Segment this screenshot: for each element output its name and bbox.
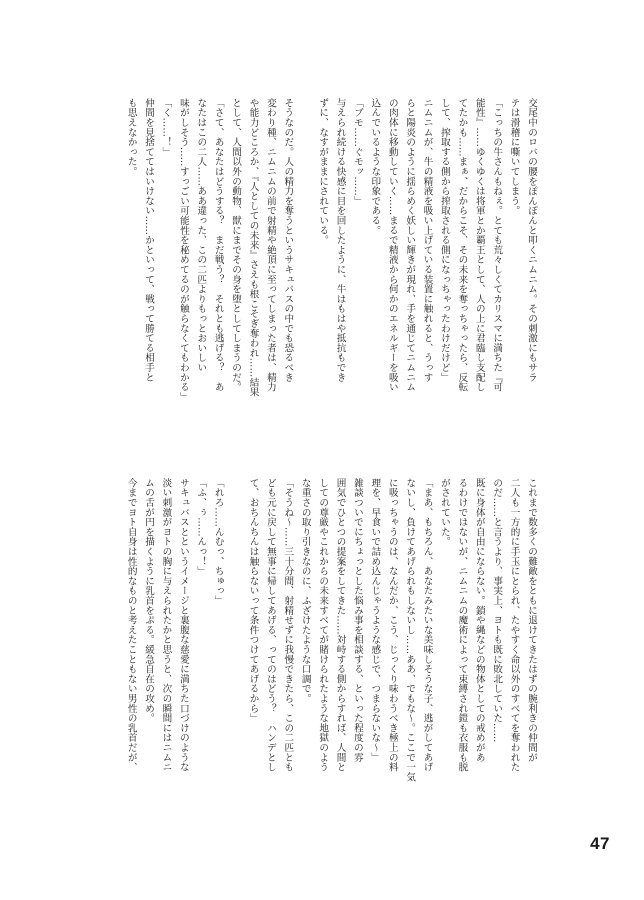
- text-line: サキュバスとというイメージと裏腹な慈愛に満ちた口づけのような: [177, 478, 189, 772]
- text-line: 与えられ続ける快感に目を回したように、牛はもはや抵抗もでき: [334, 98, 346, 383]
- text-line: 味がしそう……すっごい可能性を秘めてるのが触らなくてもわかる」: [177, 98, 189, 402]
- text-line: ニムニムが、牛の精液を吸い上げている装置に触れると、うっす: [421, 98, 433, 383]
- text-line: 雑談ついでにちょっとした悩み事を相談する、といった程度の雰: [351, 478, 363, 763]
- text-line: 淡い刺激がヨトの胸に与えられたかと思うと、次の瞬間にはニムニ: [160, 478, 172, 772]
- text-line: これまで数多くの難敵をともに退けてきたはずの腕利きの仲間が: [526, 478, 537, 763]
- text-line: 今までヨト自身は性的なものと考えたこともない男性の乳首だが、: [125, 478, 137, 772]
- text-line: 「れろ……んむっ、ちゅっ」: [212, 478, 224, 606]
- text-line: てたかも……まぁ、だからこそ、その未来を奪っちゃったら、反転: [456, 98, 468, 392]
- page-number: 47: [590, 834, 610, 853]
- text-line: して、搾取する側から搾取される側になっちゃったわけだけど」: [438, 98, 450, 383]
- text-line: 囲気でひとつの提案をしてきた……対峙する側からすれば、人間と: [334, 478, 346, 772]
- text-line: な重さの取り引きなのに、ふざけたような口調で。: [299, 478, 311, 704]
- text-line: そうなのだ。人の精力を奪うというサキュバスの中でも恐るべき: [282, 98, 294, 383]
- text-line: 既に身体が自由にならない。鎖や縄などの物体としての戒めがあ: [473, 478, 485, 763]
- text-line: 「さて、あなたはどうする？ まだ戦う？ それとも逃げる？ あ: [212, 98, 224, 392]
- text-line: ないし、負けてあげられもしないし……ああ、でもな～。ここで一気: [404, 478, 416, 782]
- text-line: テは滑稽に嘶いてしまう。: [508, 98, 520, 216]
- text-line: ずに、なすがままにされている。: [317, 98, 329, 245]
- text-line: [227, 478, 244, 808]
- text-line: 仲間を見捨ててはいけない……かといって、戦って勝てる相手と: [143, 98, 155, 383]
- text-line: 「く……！」: [160, 98, 172, 157]
- text-line: 「ブモ……ぐモッ……」: [351, 98, 363, 206]
- text-line: の肉体に移動していく……まるで精液から何かのエネルギーを吸い: [386, 98, 398, 392]
- text-line: らと陽炎のように揺らめく妖しい輝きが現れ、手を通じてニムニム: [404, 98, 416, 392]
- text-line: として、人間以外の動物、獣にまでその身を堕としてしまうのだ。: [230, 98, 242, 392]
- text-line: のだ……と言うより、事実上、ヨトも既に敗北していた……: [491, 478, 503, 743]
- text-line: 変わり種、ニムニムの前で射精や絶頂に至ってしまった者は、精力: [264, 98, 276, 392]
- text-block-lower: [124, 478, 540, 808]
- text-line: 理を、早食いで詰め込んじゃうような感じで、つまらないな～」: [369, 478, 381, 763]
- text-line: 「こっちの牛さんもねぇ。とても荒々しくてカリスマに満ちた『可: [491, 98, 503, 392]
- text-line: 込んでいるような印象である。: [369, 98, 381, 236]
- text-block-upper: [124, 98, 540, 410]
- text-line: 能性』……ゆくゆくは将軍とか覇王として、人の上に君臨し支配し: [473, 98, 485, 392]
- text-line: 「そうね～……三十分間、射精せずに我慢できたら、この二匹とも: [282, 478, 294, 772]
- text-line: に吸っちゃうのは、なんだか、こう、じっくり味わうべき極上の料: [386, 478, 398, 772]
- text-line: るわけではないが、ニムニムの魔術によって束縛され鎧も衣服も脱: [456, 478, 468, 772]
- text-line: しての尊厳やこれからの未来すべてが賭けられたような地獄のよう: [317, 478, 329, 772]
- text-line: て、おちんちんは触らないって条件つけてあげるから」: [247, 478, 259, 723]
- text-line: ども元に戻して無事に帰してあげる、ってのはどう？ ハンデとし: [264, 478, 276, 772]
- text-line: 二人も一方的に手玉にとられ、たやすく命以外のすべてを奪われた: [508, 478, 520, 772]
- text-line: 交尾中のロバの腰をぽんぽんと叩くニムニム。その刺激にもサラ: [526, 98, 537, 383]
- text-line: [296, 98, 313, 410]
- text-line: や能力どころか、『人としての未来』さえも根こそぎ奪われ……結果: [247, 98, 259, 397]
- text-line: がされていた。: [438, 478, 450, 547]
- text-line: なたはこの二人……ああ違った、この二匹よりもっとおいしい: [195, 98, 207, 373]
- text-line: 「ふ、ぅ……んっ！」: [195, 478, 207, 576]
- text-line: ムの舌が円を描くように乳首をぷる。緩急自在の攻め。: [143, 478, 155, 723]
- text-line: 「まあ、もちろん、あなたみたいな美味しそうな子、逃がしてあげ: [421, 478, 433, 772]
- text-line: も思えなかった。: [125, 98, 137, 177]
